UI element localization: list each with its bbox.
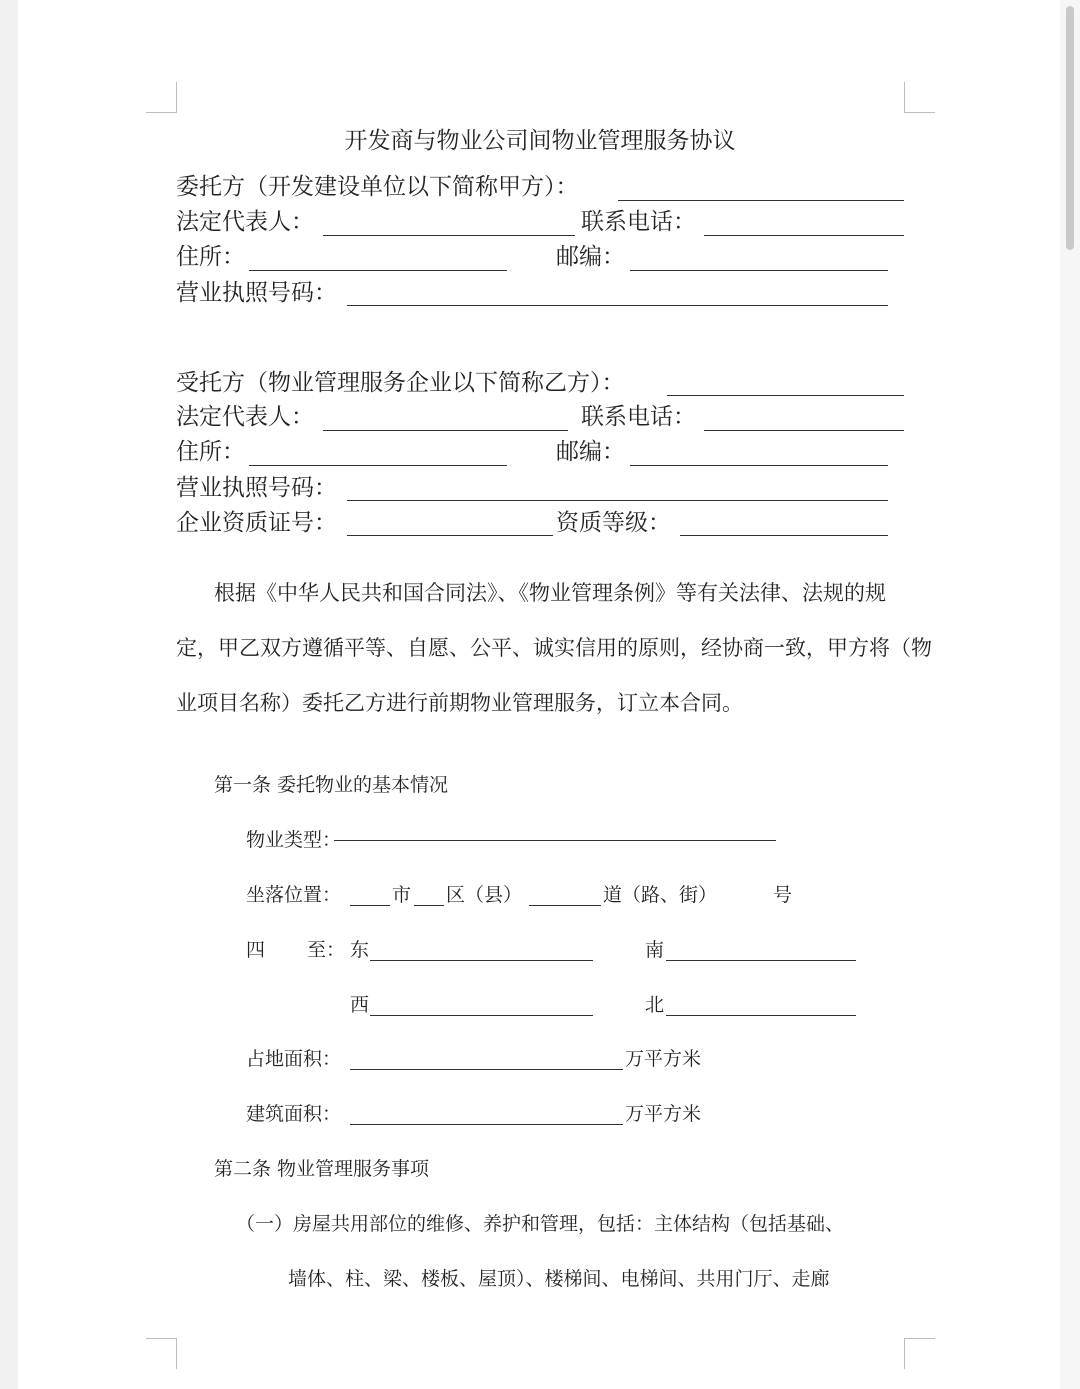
party-b-qualification-level-blank — [680, 535, 888, 536]
party-b-address-label: 住所： — [176, 439, 245, 465]
building-area-blank — [350, 1124, 623, 1125]
party-a-address-label: 住所： — [176, 244, 245, 270]
district-blank — [414, 905, 444, 906]
land-area-unit: 万平方米 — [625, 1048, 702, 1070]
party-a-name-blank — [618, 200, 904, 201]
party-a-license-label: 营业执照号码： — [176, 280, 337, 306]
party-b-address-blank — [249, 465, 507, 466]
party-b-legal-rep-blank — [323, 430, 568, 431]
party-a-phone-blank — [704, 235, 904, 236]
location-label: 坐落位置： — [246, 884, 342, 906]
road-label: 道（路、街） — [603, 884, 718, 906]
north-blank — [666, 1015, 856, 1016]
property-type-blank — [334, 840, 776, 841]
article-2-heading: 第二条 物业管理服务事项 — [214, 1158, 430, 1180]
north-label: 北 — [645, 994, 665, 1016]
party-a-address-blank — [249, 270, 507, 271]
scrollbar-thumb[interactable] — [1066, 6, 1074, 250]
building-area-unit: 万平方米 — [625, 1103, 702, 1125]
page-margin-left — [0, 0, 18, 1389]
south-blank — [666, 960, 856, 961]
preamble-line-2: 定，甲乙双方遵循平等、自愿、公平、诚实信用的原则，经协商一致，甲方将（物 — [176, 636, 932, 660]
party-b-qualification-level-label: 资质等级： — [556, 510, 671, 536]
road-blank — [529, 905, 601, 906]
party-a-heading: 委托方（开发建设单位以下简称甲方）： — [176, 174, 579, 200]
east-label: 东 — [350, 939, 370, 961]
south-label: 南 — [645, 939, 665, 961]
city-label: 市 — [392, 884, 412, 906]
party-a-legal-rep-label: 法定代表人： — [176, 209, 314, 235]
west-blank — [370, 1015, 593, 1016]
preamble-line-3: 业项目名称）委托乙方进行前期物业管理服务，订立本合同。 — [176, 691, 743, 715]
party-a-legal-rep-blank — [323, 235, 575, 236]
article-2-item-1-line-2: 墙体、柱、梁、楼板、屋顶）、楼梯间、电梯间、共用门厅、走廊 — [288, 1268, 830, 1290]
crop-mark-bottom-left — [146, 1338, 177, 1369]
land-area-blank — [350, 1069, 623, 1070]
party-b-phone-blank — [704, 430, 904, 431]
number-label: 号 — [773, 884, 793, 906]
boundary-label-char-2: 至： — [307, 939, 346, 961]
crop-mark-bottom-right — [904, 1338, 935, 1369]
party-b-postcode-label: 邮编： — [556, 439, 625, 465]
party-a-license-blank — [347, 305, 888, 306]
vertical-scrollbar[interactable] — [1060, 0, 1080, 1389]
land-area-label: 占地面积： — [246, 1048, 342, 1070]
article-2-item-1-line-1: （一）房屋共用部位的维修、养护和管理，包括：主体结构（包括基础、 — [236, 1213, 845, 1235]
party-a-phone-label: 联系电话： — [581, 209, 696, 235]
boundary-label-char-1: 四 — [246, 939, 266, 961]
party-b-heading: 受托方（物业管理服务企业以下简称乙方）： — [176, 370, 625, 396]
article-1-heading: 第一条 委托物业的基本情况 — [214, 774, 449, 796]
party-b-phone-label: 联系电话： — [581, 404, 696, 430]
building-area-label: 建筑面积： — [246, 1103, 342, 1125]
document-title: 开发商与物业公司间物业管理服务协议 — [344, 128, 736, 154]
district-label: 区（县） — [446, 884, 523, 906]
east-blank — [370, 960, 593, 961]
city-blank — [350, 905, 390, 906]
property-type-label: 物业类型： — [246, 829, 342, 851]
party-b-qualification-cert-label: 企业资质证号： — [176, 510, 337, 536]
preamble-line-1: 根据《中华人民共和国合同法》、《物业管理条例》等有关法律、法规的规 — [214, 581, 886, 605]
party-a-postcode-blank — [630, 270, 888, 271]
party-b-qualification-cert-blank — [347, 535, 553, 536]
party-b-name-blank — [667, 395, 904, 396]
party-b-postcode-blank — [630, 465, 888, 466]
party-a-postcode-label: 邮编： — [556, 244, 625, 270]
party-b-license-blank — [347, 500, 888, 501]
party-b-legal-rep-label: 法定代表人： — [176, 404, 314, 430]
crop-mark-top-right — [904, 82, 935, 113]
west-label: 西 — [350, 994, 370, 1016]
crop-mark-top-left — [146, 82, 177, 113]
party-b-license-label: 营业执照号码： — [176, 475, 337, 501]
